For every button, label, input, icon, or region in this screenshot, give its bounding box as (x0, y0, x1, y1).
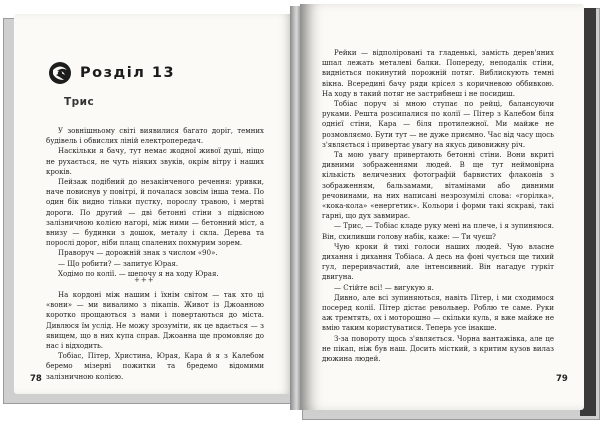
chapter-title: Розділ 13 (80, 65, 176, 81)
paragraph: Пейзаж подібний до незакінченого речення: уривки, наче повиснув у повітрі, й почалася зовсім інша тема. По один бік видно тільки пустку, порослу травою, і мертві дороги. По другий — дві бетонні стіни з підвісною залізничною колією нагорі, між ними — бетонний міст, а внизу — будинки з дошок, металу і скла. Дерева та порослі дорог, ніби плащ спалених похмурим зорем. (46, 178, 264, 248)
paragraph: З-за повороту щось з'являється. Чорна вантажівка, але це не пікап, ніж був наш. Досить місткий, з критим кузов вилаз дюжина людей. (322, 334, 554, 364)
paragraph: Чую кроки й тихі голоси наших людей. Чую власне дихання і дихання Тобіаса. А десь на фоні чується ще тихий гул, переривчастий, але інтенсивний. Він нагадує гуркіт двигуна. (322, 242, 554, 282)
page-number-right: 79 (556, 374, 568, 384)
page-number-left: 78 (30, 374, 42, 384)
section-separator: +++ (134, 276, 155, 284)
paragraph: — Що робити? — запитує Юрая. (58, 259, 179, 268)
paragraph: Ходімо по колії. — шепочу я на ходу Юрая. (58, 269, 219, 278)
left-page (14, 14, 298, 394)
left-text-block (46, 126, 264, 279)
paragraph: Тобіас поруч зі мною ступає по рейці, балансуючи руками. Решта розсипалися по колії — Пітер з Калебом біля однієї стіни, Кара — біля протилежної. Ми майже не розмовляємо. Бути тут — не дуже приємно. Час від часу щось з'являється і привертає увагу на якусь дивовижну річ. (322, 100, 554, 149)
paragraph: Праворуч — дорожній знак з числом «90». (58, 249, 218, 258)
paragraph: Рейки — відполіровані та гладенькі, замість дерев'яних шпал лежать металеві балки. Попереду, неподалік стіни, видніється покинутий порожній потяг. Виблискують темні вікна. Всередині бачу ряди крісел з коричневою оббивкою. На ходу в такий потяг не застрибнеш і не посидиш. (322, 49, 554, 98)
right-text-block (322, 48, 554, 364)
left-text-block-2 (46, 290, 264, 382)
paragraph: Та мою увагу привертають бетонні стіни. Вони вкриті дивними зображеннями людей. В ще тут неймовірна кількість величезних фотографій барвистих флаконів з зображенням, бальзамами, вітамінами або дивними речовинами, на них написані незрозумілі слова: «горілка», «кока-кола» «енергетик». Кольори і форми такі яскраві, такі гарні, що дух завмирає. (322, 151, 554, 221)
paragraph: — Трис, — Тобіас кладе руку мені на плече, і я зупиняюся. Він, схиливши голову набік, каже: — Ти чуєш? (322, 222, 554, 241)
paragraph: — Стійте всі! — вигукую я. (334, 283, 434, 292)
paragraph: У зовнішньому світі виявилися багато доріг, темних будівель і обвислих ліній електропередач. (46, 127, 264, 146)
chapter-subtitle: Трис (64, 96, 95, 108)
paragraph: Дивно, але всі зупиняються, навіть Пітер, і ми сходимося посеред колії. Пітер дістає револьвер. Роблю те саме. Руки аж тремтять, ох і моторошно — скільки куль, я вже майже не вмію таким користуватися. Теперь усе інакше. (322, 293, 554, 333)
paragraph: Тобіас, Пітер, Христина, Юрая, Кара й я з Калебом беремо мізерні пожитки та бредемо відомими залізничною колією. (46, 352, 264, 381)
chapter-heading (48, 61, 175, 85)
paragraph: На кордоні між нашим і їхнім світом — так хто ці «вони» — ми вивалимо з пікапів. Живот із Джоанною коротко прощаються з нами і повертаються до міста. Дивлюся їм услід. Не можу зрозуміти, як це вдається — з явищем, що в них купа справ. Джоанна ще промовляє до нас і відходить. (46, 291, 264, 351)
right-page (300, 4, 584, 410)
paragraph: Наскільки я бачу, тут немає жодної живої душі, ніщо не рухається, не чуть ніяких звуків, окрім вітру і наших кроків. (46, 147, 264, 176)
chapter-emblem-icon (48, 61, 72, 85)
